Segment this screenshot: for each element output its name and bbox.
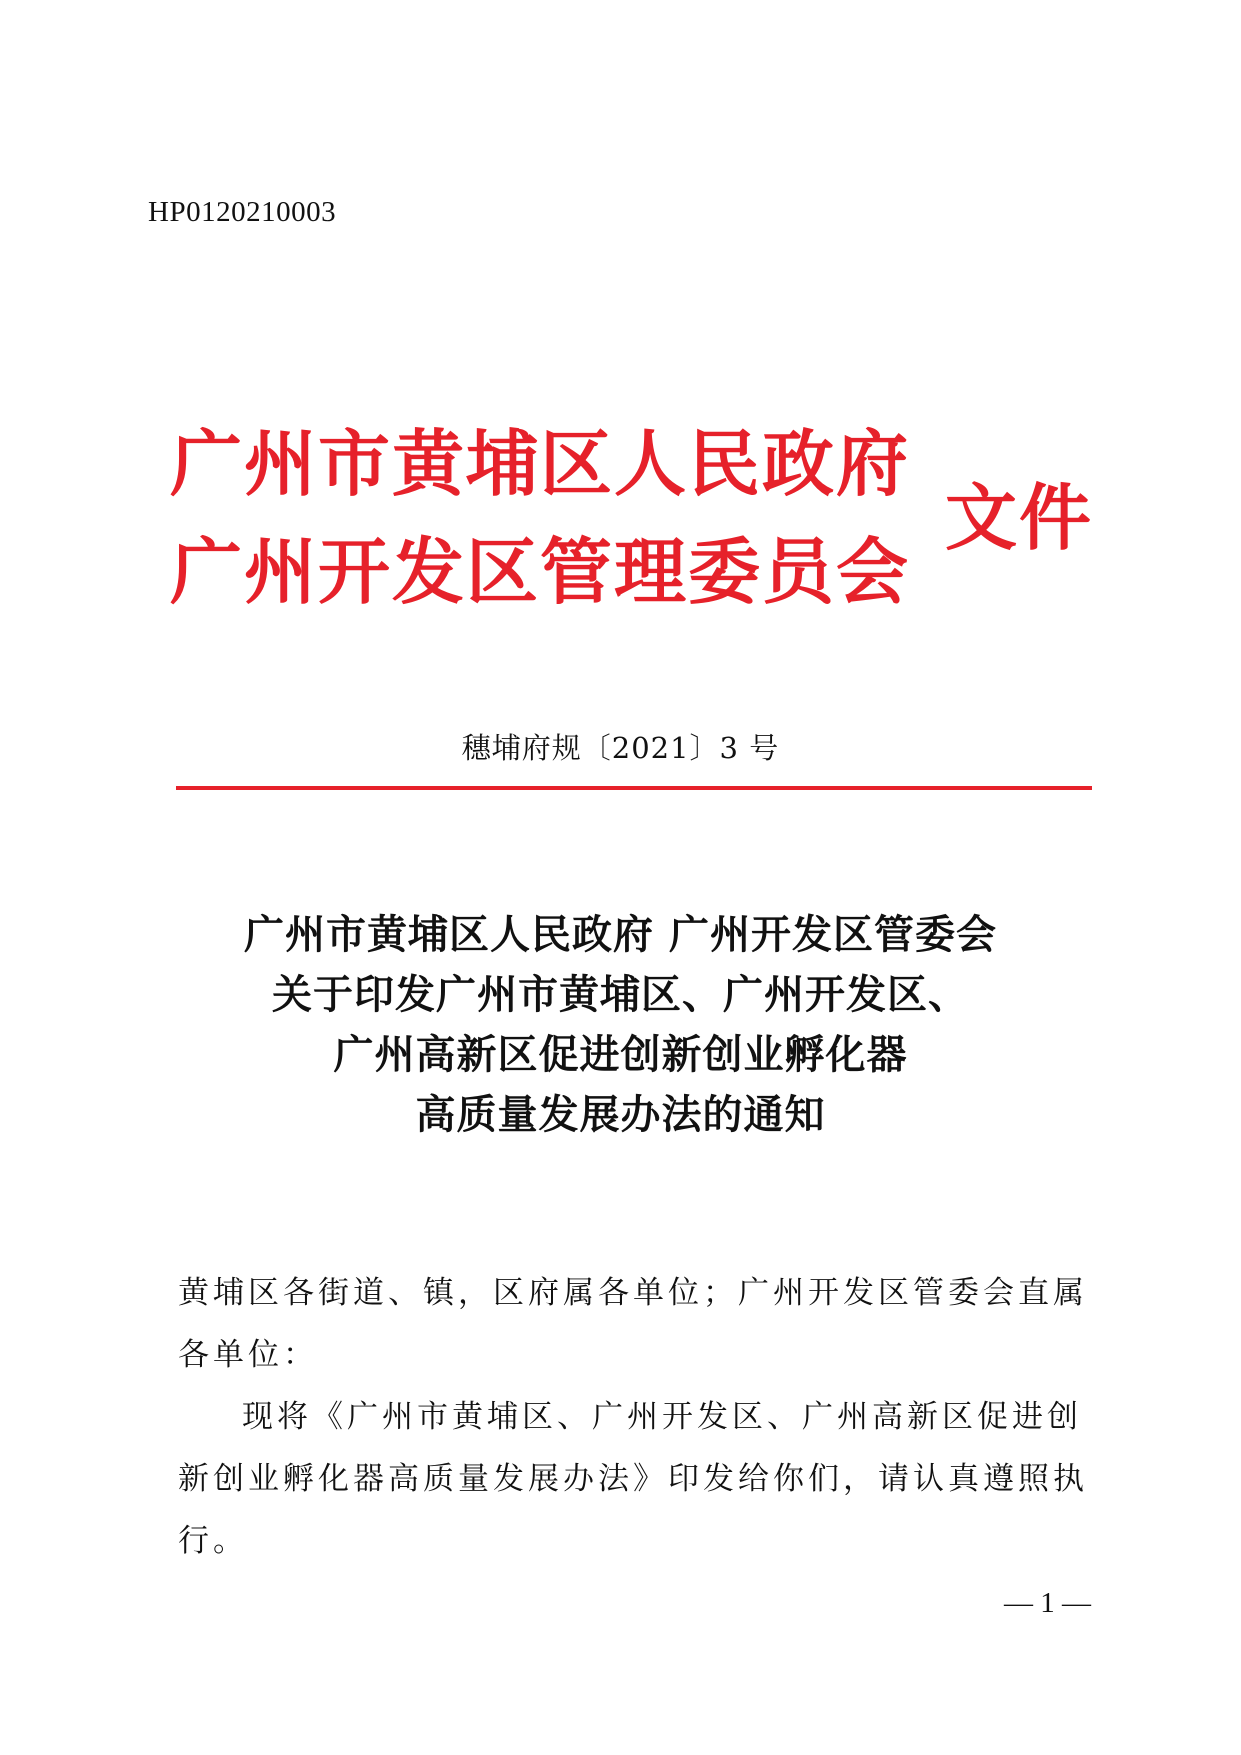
title-line-2: 关于印发广州市黄埔区、广州开发区、: [272, 971, 969, 1018]
masthead-suffix: 文件: [945, 475, 1094, 560]
masthead-org-line-2: 广州开发区管理委员会: [170, 529, 911, 614]
title-line-4: 高质量发展办法的通知: [415, 1091, 826, 1138]
masthead-org-line-1: 广州市黄埔区人民政府: [170, 421, 911, 506]
body-paragraph: 现将《广州市黄埔区、广州开发区、广州高新区促进创新创业孵化器高质量发展办法》印发给你们，请认真遵照执行。: [178, 1399, 1088, 1559]
recipients-paragraph: 黄埔区各街道、镇，区府属各单位；广州开发区管委会直属各单位：: [178, 1275, 1088, 1373]
masthead: [170, 421, 1100, 638]
document-code: HP0120210003: [148, 196, 337, 228]
title-line-1: 广州市黄埔区人民政府 广州开发区管委会: [244, 911, 997, 958]
title-line-3: 广州高新区促进创新创业孵化器: [333, 1031, 908, 1078]
document-number: 穗埔府规〔2021〕3 号: [461, 731, 780, 765]
document-title: [0, 905, 1241, 1145]
document-body: [178, 1262, 1090, 1572]
page-number: — 1 —: [1004, 1587, 1091, 1619]
red-divider-line: [176, 786, 1092, 790]
